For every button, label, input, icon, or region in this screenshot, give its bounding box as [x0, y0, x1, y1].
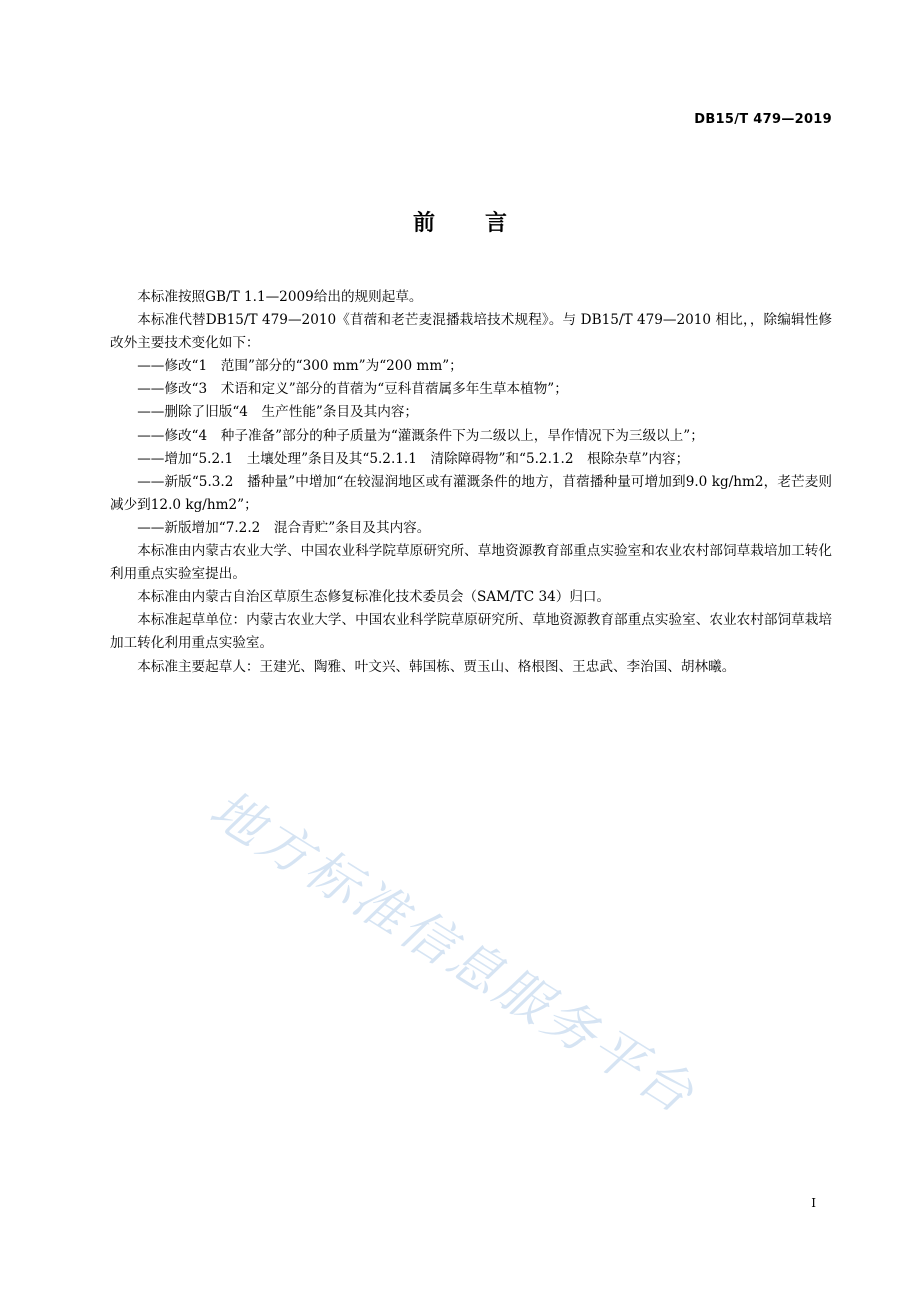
- foreword-body: [110, 286, 832, 679]
- watermark: 地方标准信息服务平台: [199, 779, 707, 1127]
- paragraph: 本标准由内蒙古自治区草原生态修复标准化技术委员会（SAM/TC 34）归口。: [137, 589, 611, 606]
- paragraph: 本标准按照GB/T 1.1—2009给出的规则起草。: [137, 289, 423, 305]
- change-item: ——删除了旧版“4 生产性能”条目及其内容；: [137, 404, 419, 421]
- page-title: 前言: [412, 211, 557, 236]
- standard-code: DB15/T 479—2019: [694, 112, 832, 127]
- change-item: ——新版“5.3.2 播种量”中增加“在较湿润地区或有灌溉条件的地方，苜蓿播种量可增加到9.0 kg/hm2，老芒麦则减少到12.0 kg/hm2”；: [110, 473, 832, 513]
- change-item: ——修改“3 术语和定义”部分的苜蓿为“豆科苜蓿属多年生草本植物”；: [137, 381, 568, 398]
- change-item: ——修改“4 种子准备”部分的种子质量为“灌溉条件下为二级以上，旱作情况下为三级以上”；: [137, 427, 704, 444]
- paragraph: 本标准起草单位：内蒙古农业大学、中国农业科学院草原研究所、草地资源教育部重点实验室、农业农村部饲草栽培加工转化利用重点实验室。: [110, 612, 832, 652]
- paragraph: 本标准代替DB15/T 479—2010《苜蓿和老芒麦混播栽培技术规程》。与 DB15/T 479—2010 相比，，除编辑性修改外主要技术变化如下：: [110, 312, 832, 352]
- page-number: I: [811, 1196, 816, 1210]
- paragraph: 本标准由内蒙古农业大学、中国农业科学院草原研究所、草地资源教育部重点实验室和农业农村部饲草栽培加工转化利用重点实验室提出。: [110, 543, 832, 583]
- paragraph: 本标准主要起草人：王建光、陶雅、叶文兴、韩国栋、贾玉山、格根图、王忠武、李治国、胡林曦。: [137, 658, 736, 675]
- change-item: ——增加“5.2.1 土壤处理”条目及其“5.2.1.1 清除障碍物”和“5.2.1.2 根除杂草”内容；: [137, 450, 690, 467]
- change-item: ——新版增加“7.2.2 混合青贮”条目及其内容。: [137, 519, 431, 536]
- change-item: ——修改“1 范围”部分的“300 mm”为“200 mm”；: [137, 358, 463, 375]
